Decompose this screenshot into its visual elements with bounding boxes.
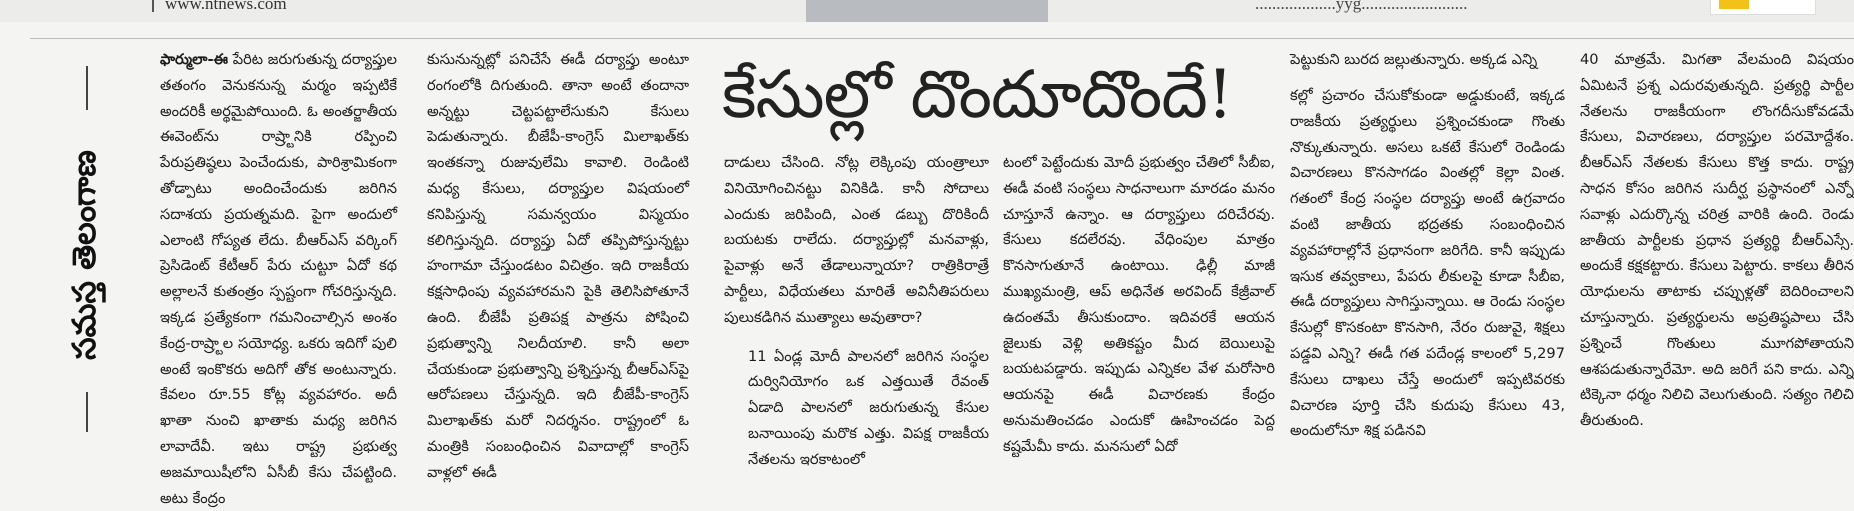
newspaper-url: www.ntnews.com — [165, 0, 287, 13]
article-headline: కేసుల్లో దొందూదొందే! — [722, 56, 1233, 133]
article-column-4 — [1003, 150, 1275, 455]
column-4-paragraph: టంలో పెట్టేందుకు మోదీ ప్రభుత్వం చేతిలో సీబీఐ, ఈడీ వంటి సంస్థలు సాధనాలుగా మారడం మనం చూస్తూనే ఉన్నాం. ఆ దర్యాప్తులు దరిచేరవు. కేసులు కదలేరవు. వేధింపుల మాత్రం కొనసాగుతూనే ఉంటాయి. ఢిల్లీ మాజీ ముఖ్యమంత్రి, ఆప్ అధినేత అరవింద్ కేజ్రీవాల్ ఉదంతమే తీసుకుందాం. ఇదివరకే ఆయన జైలుకు వెళ్లి అతికష్టం మీద బెయిలుపై బయటపడ్డారు. ఇప్పుడు ఎన్నికల వేళ మరోసారి ఆయనపై ఈడీ విచారణకు కేంద్రం అనుమతించడం ఎందుకో ఊహించడం పెద్ద కష్టమేమీ కాదు. మనసులో ఏదో — [1003, 154, 1275, 455]
article-column-6 — [1580, 47, 1854, 436]
page-top-rule — [30, 38, 1854, 39]
section-label-text: సమస్త తెలంగాణ — [65, 150, 104, 360]
masthead-right-text: ...................yyg......................... — [1255, 0, 1468, 13]
masthead-strip — [0, 0, 1854, 22]
article-column-5 — [1290, 83, 1565, 440]
column-3-paragraph-2: 11 ఏండ్ల మోదీ పాలనలో జరిగిన సంస్థల దుర్వినియోగం ఒక ఎత్తయితే రేవంత్ ఏడాది పాలనలో జరుగుతున్న కేసుల బనాయింపు మరొక ఎత్తు. విపక్ష రాజకీయ నేతలను ఇరకాటంలో — [748, 347, 989, 468]
masthead-divider — [152, 0, 154, 12]
masthead-logo-tab — [1710, 0, 1816, 15]
article-column-1 — [136, 47, 397, 507]
side-tick-top — [86, 66, 88, 110]
side-tick-bottom — [86, 392, 88, 432]
section-label — [67, 125, 109, 385]
article-column-2 — [427, 47, 689, 481]
lead-word: ఫార్ములా-ఈ — [160, 51, 229, 68]
column-5-first-line: పెట్టుకుని బురద జల్లుతున్నారు. అక్కడ ఎన్ని — [1290, 51, 1538, 68]
masthead-photo-strip — [806, 0, 1048, 22]
column-3-paragraph-1: దాడులు చేసింది. నోట్ల లెక్కింపు యంత్రాలూ వినియోగించినట్టు వినికిడి. కానీ సోదాలు ఎందుకు జరిపింది, ఎంత డబ్బు దొరికిందీ బయటకు రాలేదు. దర్యాప్తుల్లో మనవాళ్లు, పైవాళ్లు అనే తేడాలున్నాయా? రాత్రికిరాత్రే పార్టీలు, విధేయతలు మారితే అవినీతిపరులు పులుకడిగిన ముత్యాలు అవుతారా? — [724, 154, 989, 326]
column-1-paragraph — [136, 47, 397, 511]
article-column-3 — [724, 150, 989, 468]
column-6-paragraph: 40 మాత్రమే. మిగతా వేలమంది విషయం ఏమిటనే ప్రశ్న ఎదురవుతున్నది. ప్రత్యర్థి పార్టీల నేతలను రాజకీయంగా లొంగదీసుకోవడమే కేసులు, విచారణలు, దర్యాప్తుల పరమోద్దేశం. బీఆర్‌ఎస్ నేతలకు కేసులు కొత్త కాదు. రాష్ట్ర సాధన కోసం జరిగిన సుదీర్ఘ ప్రస్థానంలో ఎన్నో సవాళ్లు ఎదుర్కొన్న చరిత్ర వారికి ఉంది. రెండు జాతీయ పార్టీలకు ప్రధాన ప్రత్యర్థి బీఆర్‌ఎస్సే. అందుకే కక్షకట్టారు. కేసులు పెట్టారు. కాకలు తీరిన యోధులను తాటాకు చప్పుళ్లతో బెదిరించాలని చూస్తున్నారు. ప్రత్యర్థులను అప్రతిష్ఠపాలు చేసి ప్రశ్నించే గొంతులు మూగపోతాయని ఆశపడుతున్నారేమో. అది జరిగే పని కాదు. ఎన్ని టిక్కెనా ధర్మం నిలిచి వెలుగుతుంది. సత్యం గెలిచి తీరుతుంది. — [1580, 51, 1854, 430]
logo-mark-icon — [1719, 0, 1749, 9]
column-2-paragraph: కుసునున్నట్లో పనిచేసే ఈడీ దర్యాప్తు అంటూ రంగంలోకి దిగుతుంది. తానా అంటే తందానా అన్నట్టు చెట్టపట్టాలేసుకుని కేసులు పెడుతున్నారు. బీజేపీ-కాంగ్రెస్ మిలాఖత్‌కు ఇంతకన్నా రుజువులేమి కావాలి. రెండింటి మధ్య కేసులు, దర్యాప్తుల విషయంలో కనిపిస్తున్న సమన్వయం విస్మయం కలిగిస్తున్నది. దర్యాప్తు ఏదో తప్పిపోస్తున్నట్టు హంగామా చేస్తుండటం విచిత్రం. ఇది రాజకీయ కక్షసాధింపు వ్యవహారమని పైకి తెలిసిపోతూనే ఉంది. బీజేపీ ప్రతిపక్ష పాత్రను పోషించి ప్రభుత్వాన్ని నిలదీయాలి. కానీ అలా చేయకుండా ప్రభుత్వాన్ని ప్రశ్నిస్తున్న బీఆర్‌ఎస్‌పై ఆరోపణలు చేస్తున్నది. ఇది బీజేపీ-కాంగ్రెస్ మిలాఖత్‌కు మరో నిదర్శనం. రాష్ట్రంలో ఓ మంత్రికి సంబంధించిన వివాదాల్లో కాంగ్రెస్ వాళ్లలో ఈడీ — [427, 51, 689, 481]
column-5-paragraph: కల్లో ప్రచారం చేసుకోకుండా అడ్డుకుంటే, ఇక్కడ రాజకీయ ప్రత్యర్థులు ప్రశ్నించకుండా గొంతు నొక్కుతున్నారు. అసలు ఒకటే కేసులో రెండిండు విచారణలు కొనసాగడం వింతల్లో కెల్లా వింత. గతంలో కేంద్ర సంస్థల దర్యాప్తు అంటే ఉగ్రవాదం వంటి జాతీయ భద్రతకు సంబంధించిన వ్యవహారాల్లోనే ప్రధానంగా జరిగేది. కానీ ఇప్పుడు ఇసుక తవ్వకాలు, పేపరు లీకులపై కూడా సీబీఐ, ఈడీ దర్యాప్తులు సాగిస్తున్నాయి. ఆ రెండు సంస్థల కేసుల్లో కొసకంటా కొనసాగి, నేరం రుజువై, శిక్షలు పడ్డవి ఎన్ని? ఈడీ గత పదేండ్ల కాలంలో 5,297 కేసులు దాఖలు చేస్తే అందులో ఇప్పటివరకు విచారణ పూర్తి చేసి కుదుపు కేసులు 43, అందులోనూ శిక్ష పడినవి — [1290, 87, 1565, 440]
column-1-text: పేరిట జరుగుతున్న దర్యాప్తుల తతంగం వెనుకనున్న మర్మం ఇప్పటికే అందరికీ అర్థమైపోయింది. ఓ అంతర్జాతీయ ఈవెంట్‌ను రాష్ర్టానికి రప్పించి పేరుప్రతిష్ఠలు పెంచేందుకు, పారిశ్రామికంగా తోడ్పాటు అందించేందుకు జరిగిన సదాశయ ప్రయత్నమది. పైగా అందులో ఎలాంటి గోప్యత లేదు. బీఆర్‌ఎస్ వర్కింగ్ ప్రెసిడెంట్ కేటీఆర్ పేరు చుట్టూ ఏదో కథ అల్లాలనే కుతంత్రం స్పష్టంగా గోచరిస్తున్నది. ఇక్కడ ప్రత్యేకంగా గమనించాల్సిన అంశం కేంద్ర-రాష్ర్టాల సయోధ్య. ఒకరు ఇదిగో పులి అంటే ఇంకొకరు అదిగో తోక అంటున్నారు. కేవలం రూ.55 కోట్ల వ్యవహారం. అదీ ఖాతా నుంచి ఖాతాకు మధ్య జరిగిన లావాదేవీ. ఇటు రాష్ట్ర ప్రభుత్వ అజమాయిషీలోని ఏసీబీ కేసు చేపట్టింది. అటు కేంద్రం — [160, 51, 397, 507]
